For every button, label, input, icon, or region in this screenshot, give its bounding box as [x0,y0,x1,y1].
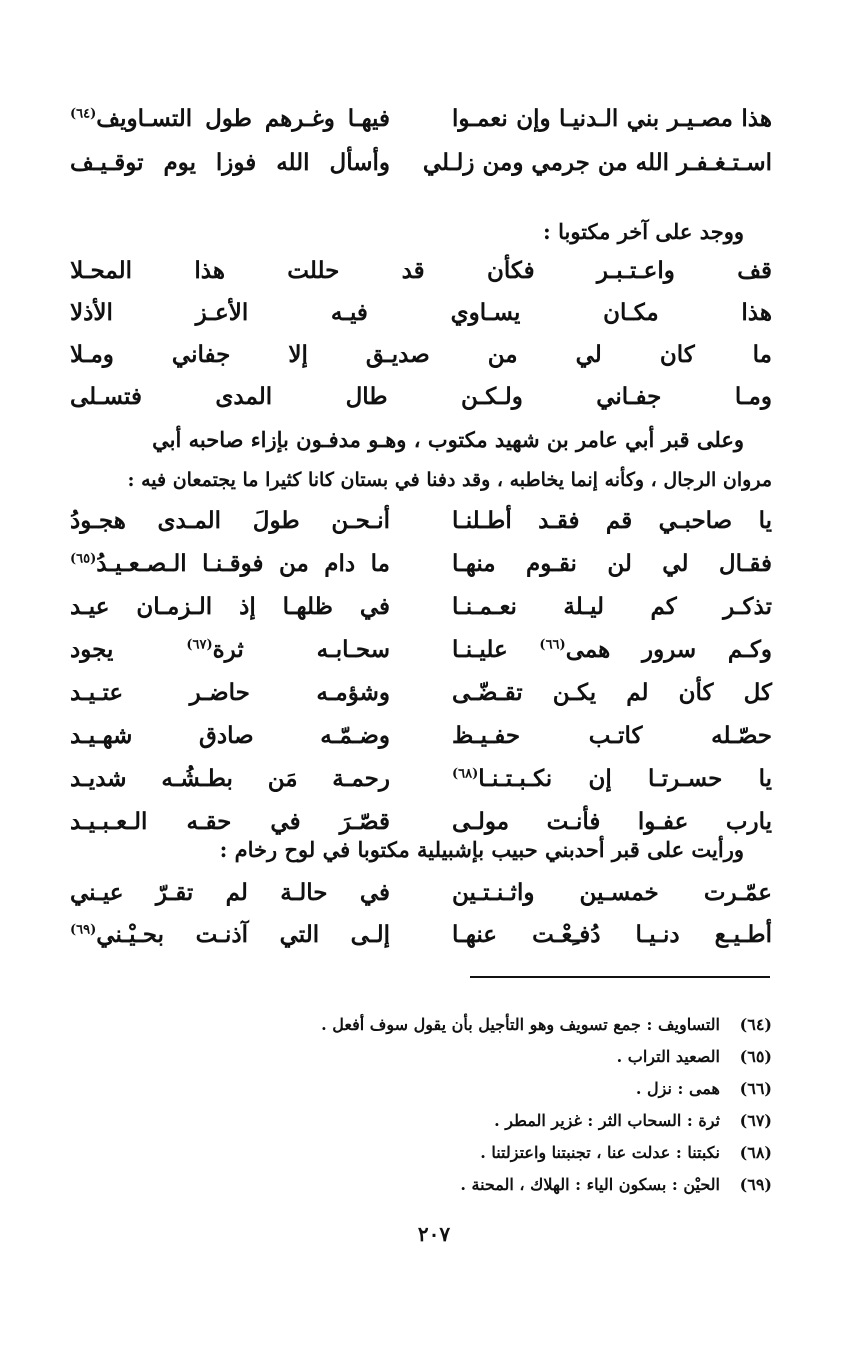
verse-line [70,498,772,542]
verse-hemistich-second: وضـمّـه صادق شهـيـد [70,721,390,749]
footnote-item [120,1168,772,1200]
verse-hemistich-first: يارب عفـوا فأنـت مولـى [452,807,772,835]
word: جفـاني [596,382,662,410]
intro-paragraph: ورأيت على قبر أحدبني حبيب بإشبيلية مكتوبا في لوح رخام : [219,837,744,862]
footnote-text: الحيْن : بسكون الياء : الهلاك ، المحنة . [460,1174,720,1194]
verse-line [70,670,772,714]
word: قف [737,256,772,284]
verse-line [70,870,772,914]
word: المدى [215,382,273,410]
word: واعـتـبـر [596,256,675,284]
verse-hemistich-first [452,765,772,792]
verse-hemistich-text: يا حسـرتـا إن نكـبـتـنـا [478,764,772,792]
spaced-verse-line [70,374,772,418]
footnote-number: (٦٨) [739,1142,772,1162]
verse-hemistich-first: فقـال لي لن نقـوم منهـا [452,549,772,577]
word: هذا [194,256,225,284]
footnote-number: (٦٥) [739,1046,772,1066]
footnote-marker: (٦٤) [70,105,97,121]
footnote-divider [470,976,770,978]
footnote-marker: (٦٥) [70,550,97,566]
verse-hemistich-text: سحـابـه ثرة [212,635,390,663]
verse-hemistich-first: تذكـر كم ليـلة نعـمـنـا [452,592,772,620]
word: لي [575,340,602,368]
verse-hemistich-first: يا صاحبـي قم فقـد أطـلنـا [452,506,772,534]
verse-hemistich-second: وأسأل الله فوزا يوم توقـيـف [70,148,390,176]
spaced-verse-line [70,332,772,376]
footnote-item [120,1072,772,1104]
verse-hemistich-text: ما دام من فوقـنـا الـصـعـيـدُ [96,549,390,577]
footnote-text: الصعيد التراب . [616,1046,720,1066]
word: فتسـلى [70,382,142,410]
word: الأذلا [70,298,113,326]
verse-hemistich-second: وشؤمـه حاضـر عتـيـد [70,678,390,706]
verse-hemistich-first: كل كأن لم يكـن تقـضّـى [452,678,772,706]
verse-line [70,96,772,140]
footnote-number: (٦٤) [739,1014,772,1034]
verse-line [70,140,772,184]
verse-hemistich-first: حصّـله كاتـب حفـيـظ [452,721,772,749]
verse-hemistich-second: أنـحـن طولَ المـدى هجـودُ [70,506,390,534]
verse-hemistich-first [452,636,772,663]
verse-hemistich-second: في ظلهـا إذ الـزمـان عيـد [70,592,390,620]
verse-line [70,713,772,757]
word: ما [752,340,772,368]
verse-line [70,912,772,956]
verse-hemistich-first: اسـتـغـفـر الله من جرمي ومن زلـلي [422,148,772,176]
word: صديـق [365,340,430,368]
footnote-marker: (٦٨) [452,765,479,781]
footnote-number: (٦٧) [739,1110,772,1130]
footnote-number: (٦٦) [739,1078,772,1098]
word: فيـه [330,298,368,326]
footnotes [120,1008,772,1200]
footnote-item [120,1136,772,1168]
word: من [487,340,518,368]
word: يسـاوي [450,298,521,326]
page-number: ٢٠٧ [417,1222,451,1246]
verse-hemistich-text: إلـى التي آذنـت بحـيْـني [96,920,390,948]
word: ومـلا [70,340,114,368]
footnote-number: (٦٩) [739,1174,772,1194]
word: طال [345,382,388,410]
verse-line [70,584,772,628]
verse-hemistich-first: عمّـرت خمسـين واثـنـتـين [452,878,772,906]
footnote-item [120,1104,772,1136]
prose-paragraph-line: وعلى قبر أبي عامر بن شهيد مكتوب ، وهـو مدفـون بإزاء صاحبه أبي [152,427,744,452]
spaced-verse-line [70,248,772,292]
verse-hemistich-text: عليـنـا [452,635,508,663]
verse-hemistich-second [70,636,390,663]
word: الأعـز [195,298,249,326]
intro-paragraph: ووجد على آخر مكتوبا : [543,219,744,244]
word: إلا [288,340,308,368]
prose-paragraph-line: مروان الرجال ، وكأنه إنما يخاطبه ، وقد دفنا في بستان كانا كثيرا ما يجتمعان فيه : [127,469,772,491]
footnote-text: ثرة : السحاب الثر : غزير المطر . [494,1110,720,1130]
verse-hemistich-text: وكـم سرور همى [565,635,772,663]
verse-hemistich-second: في حالـة لم تقـرّ عيـني [70,878,390,906]
verse-hemistich-second: قصّـرَ في حقـه الـعـبـيـد [70,807,390,835]
word: كان [659,340,695,368]
footnote-marker: (٦٩) [70,921,97,937]
footnote-text: نكبتنا : عدلت عنا ، تجنبتنا واعتزلتنا . [480,1142,720,1162]
spaced-verse-line [70,290,772,334]
footnote-text: همى : نزل . [635,1078,720,1098]
verse-hemistich-second: رحمـة مَن بطـشُـه شديـد [70,764,390,792]
footnote-item [120,1008,772,1040]
verse-hemistich-second [70,105,390,132]
footnote-marker: (٦٦) [539,636,566,652]
word: جفاني [171,340,231,368]
word: هذا [741,298,772,326]
verse-line [70,756,772,800]
verse-hemistich-second [70,921,390,948]
verse-hemistich-second [70,550,390,577]
word: المحـلا [70,256,133,284]
verse-line [70,541,772,585]
word: فكأن [486,256,535,284]
verse-line [70,627,772,671]
footnote-marker: (٦٧) [186,636,213,652]
verse-hemistich-first: أطـيـع دنـيـا دُفـِعْـت عنهـا [452,920,772,948]
footnote-text: التساويف : جمع تسويف وهو التأجيل بأن يقول سوف أفعل . [321,1014,720,1034]
verse-hemistich-text: فيهـا وغـرهم طول التسـاويف [96,104,390,132]
word: قد [401,256,425,284]
word: ولـكـن [461,382,523,410]
verse-hemistich-text: يجود [70,635,114,663]
verse-hemistich-first: هذا مصـيـر بني الـدنيـا وإن نعمـوا [452,104,772,132]
word: ومـا [734,382,772,410]
word: حللت [287,256,340,284]
footnote-item [120,1040,772,1072]
word: مكـان [603,298,659,326]
